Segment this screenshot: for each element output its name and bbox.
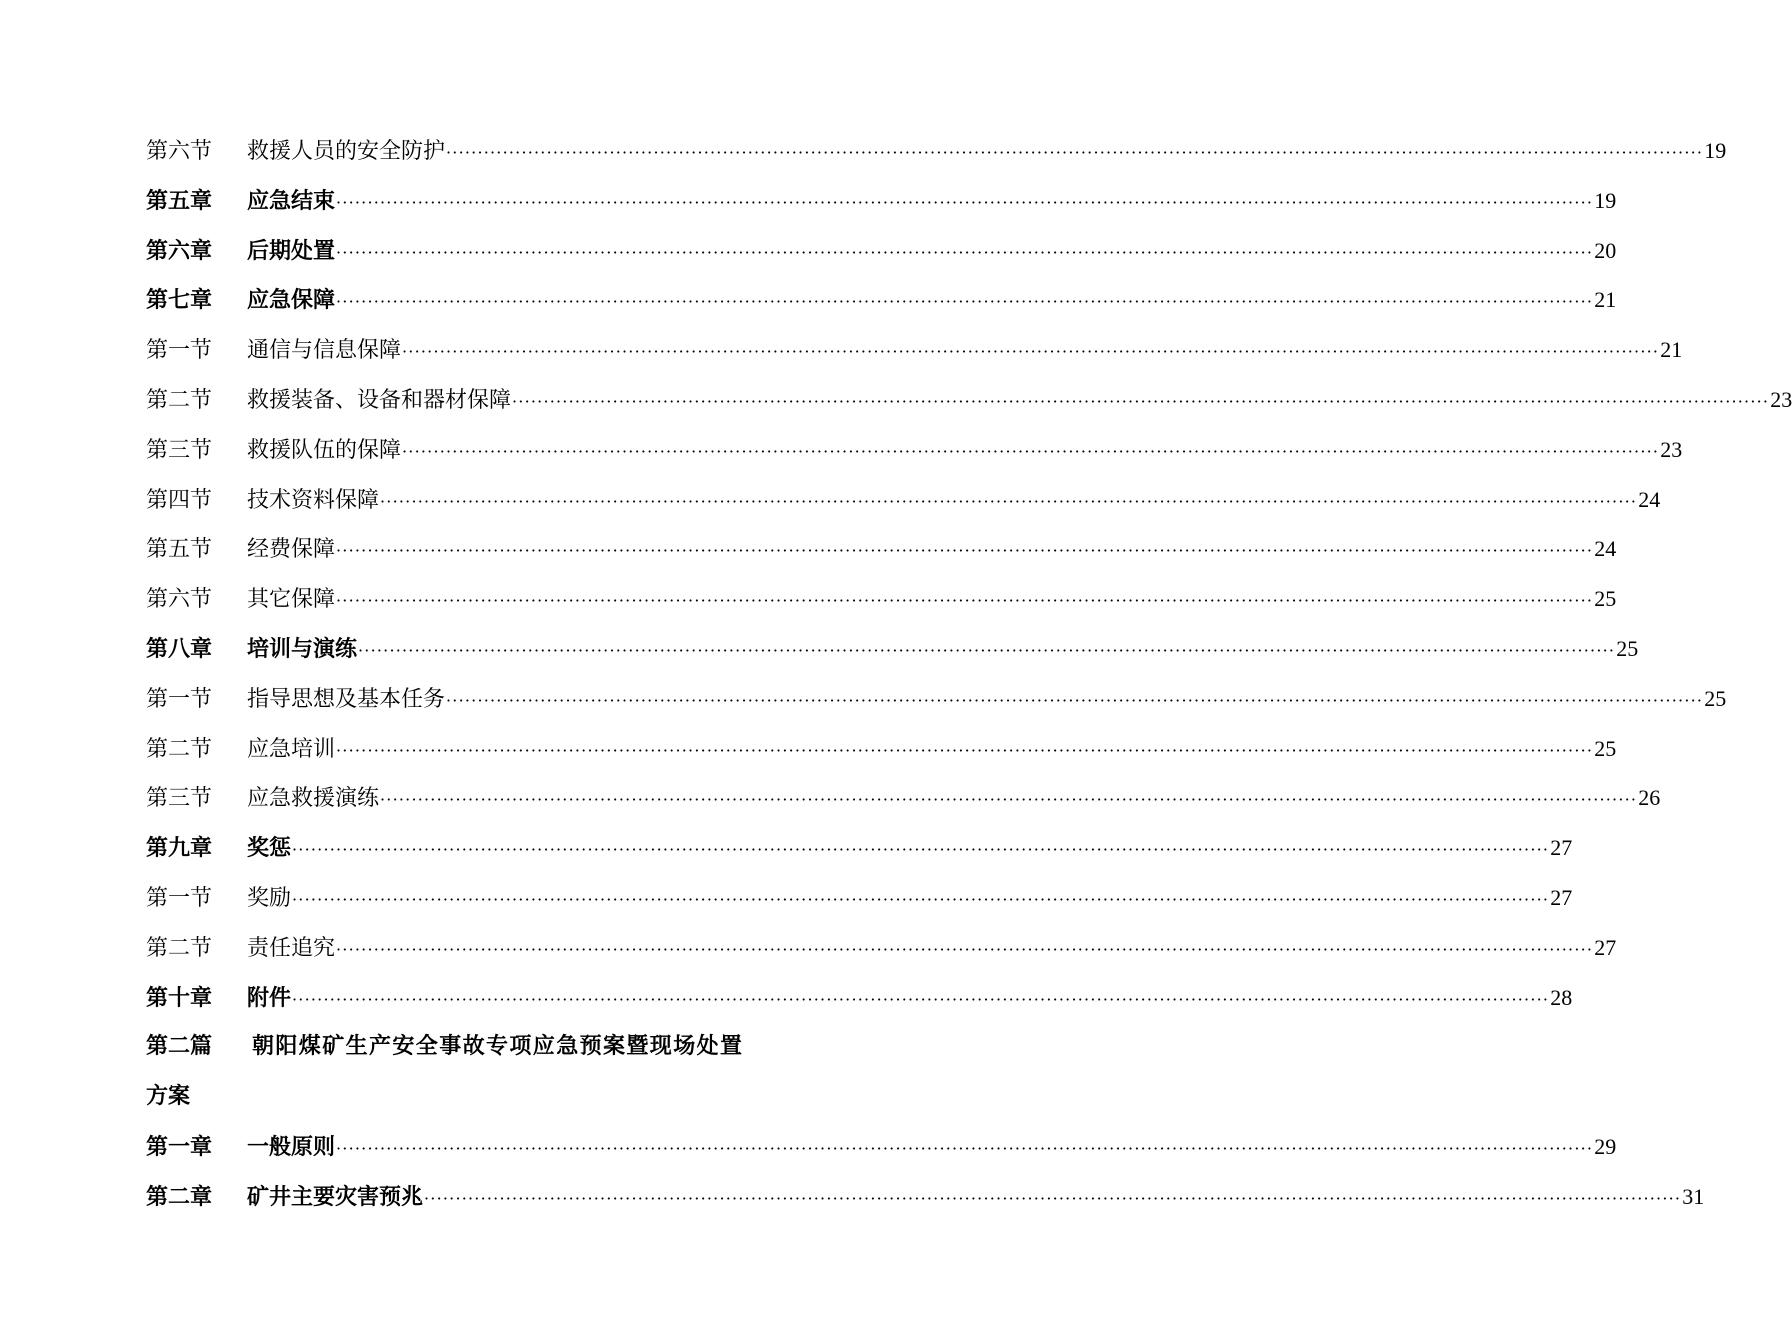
toc-entry-page: 31 bbox=[1682, 1183, 1705, 1209]
toc-entry[interactable] bbox=[146, 873, 1573, 923]
toc-entry[interactable] bbox=[146, 425, 1683, 475]
toc-entry-page: 23 bbox=[1770, 386, 1792, 412]
toc-entry-title: 指导思想及基本任务 bbox=[247, 686, 446, 712]
toc-entry-label: 第六节 bbox=[146, 587, 213, 613]
toc-entry-page: 27 bbox=[1594, 934, 1617, 960]
toc-entry-label: 第三节 bbox=[146, 437, 213, 463]
toc-entry[interactable] bbox=[146, 275, 1617, 325]
dot-leader: ········································································································································································································ bbox=[336, 1138, 1594, 1158]
toc-entry-page: 25 bbox=[1594, 586, 1617, 612]
toc-entry-page: 21 bbox=[1594, 287, 1617, 313]
toc-entry-label: 第六章 bbox=[146, 238, 213, 264]
dot-leader: ········································································································································································································ bbox=[336, 242, 1594, 262]
toc-entry[interactable] bbox=[146, 226, 1617, 276]
dot-leader: ········································································································································································································ bbox=[336, 292, 1594, 312]
toc-entry-page: 25 bbox=[1704, 685, 1727, 711]
toc-entry[interactable] bbox=[146, 176, 1617, 226]
part-label: 第二篇 bbox=[146, 1034, 213, 1060]
dot-leader: ········································································································································································································ bbox=[446, 143, 1704, 162]
dot-leader: ········································································································································································································ bbox=[292, 889, 1550, 909]
dot-leader: ········································································································································································································ bbox=[380, 491, 1638, 511]
dot-leader: ········································································································································································································ bbox=[380, 790, 1638, 810]
toc-entry-label: 第一节 bbox=[146, 686, 213, 712]
toc-entry-label: 第九章 bbox=[146, 836, 213, 862]
toc-entry-label: 第一章 bbox=[146, 1134, 213, 1160]
toc-entry-title: 一般原则 bbox=[247, 1134, 336, 1160]
toc-entry-title: 应急救援演练 bbox=[247, 786, 380, 812]
toc-entry-page: 19 bbox=[1704, 138, 1727, 163]
toc-entry-label: 第二章 bbox=[146, 1184, 213, 1210]
toc-entry[interactable] bbox=[146, 375, 1792, 425]
toc-entry-title: 救援人员的安全防护 bbox=[247, 139, 446, 164]
toc-entry-label: 第四节 bbox=[146, 487, 213, 513]
toc-entry-label: 第二节 bbox=[146, 736, 213, 762]
dot-leader: ········································································································································································································ bbox=[336, 591, 1594, 611]
dot-leader: ········································································································································································································ bbox=[336, 541, 1594, 561]
toc-entry-title: 奖惩 bbox=[247, 836, 292, 862]
toc-entry-title: 矿井主要灾害预兆 bbox=[247, 1184, 424, 1210]
toc-entry-label: 第二节 bbox=[146, 935, 213, 961]
toc-entry-page: 23 bbox=[1660, 436, 1683, 462]
toc-entry-label: 第六节 bbox=[146, 139, 213, 164]
part-heading[interactable] bbox=[146, 1022, 805, 1122]
part-heading-line bbox=[146, 1022, 805, 1072]
toc-entry[interactable] bbox=[146, 325, 1683, 375]
toc-entry[interactable] bbox=[146, 126, 1727, 176]
toc-entry-page: 19 bbox=[1594, 187, 1617, 213]
dot-leader: ········································································································································································································ bbox=[402, 342, 1660, 362]
toc-entry-page: 24 bbox=[1594, 536, 1617, 562]
dot-leader: ········································································································································································································ bbox=[358, 640, 1616, 660]
toc-entry-label: 第一节 bbox=[146, 885, 213, 911]
toc-entry-title: 应急培训 bbox=[247, 736, 336, 762]
dot-leader: ········································································································································································································ bbox=[292, 840, 1550, 860]
toc-entry-page: 28 bbox=[1550, 984, 1573, 1010]
toc-entry-label: 第五章 bbox=[146, 188, 213, 214]
toc-entry-label: 第七章 bbox=[146, 288, 213, 314]
toc-entry-label: 第八章 bbox=[146, 636, 213, 662]
dot-leader: ········································································································································································································ bbox=[336, 740, 1594, 760]
toc-entry-page: 25 bbox=[1616, 635, 1639, 661]
toc-entry-page: 25 bbox=[1594, 735, 1617, 761]
toc-entry-title: 技术资料保障 bbox=[247, 487, 380, 513]
toc-entry-title: 应急保障 bbox=[247, 288, 336, 314]
toc-entry-page: 21 bbox=[1660, 337, 1683, 363]
toc-entry[interactable] bbox=[146, 574, 1617, 624]
dot-leader: ········································································································································································································ bbox=[512, 391, 1770, 411]
toc-entry-page: 29 bbox=[1594, 1133, 1617, 1159]
toc-entry[interactable] bbox=[146, 475, 1661, 525]
toc-entry-label: 第五节 bbox=[146, 537, 213, 563]
toc-entry-label: 第二节 bbox=[146, 387, 213, 413]
toc-entry-title: 后期处置 bbox=[247, 238, 336, 264]
toc-entry-label: 第十章 bbox=[146, 985, 213, 1011]
dot-leader: ········································································································································································································ bbox=[336, 192, 1594, 212]
toc-entry[interactable] bbox=[146, 724, 1617, 774]
dot-leader: ········································································································································································································ bbox=[446, 690, 1704, 710]
toc-entry-page: 26 bbox=[1638, 785, 1661, 811]
toc-entry[interactable] bbox=[146, 1122, 1617, 1172]
dot-leader: ········································································································································································································ bbox=[402, 441, 1660, 461]
toc-entry-title: 应急结束 bbox=[247, 188, 336, 214]
dot-leader: ········································································································································································································ bbox=[424, 1188, 1682, 1208]
toc-entry-title: 通信与信息保障 bbox=[247, 338, 402, 364]
toc-entry-title: 责任追究 bbox=[247, 935, 336, 961]
toc-entry[interactable] bbox=[146, 773, 1661, 823]
toc-entry[interactable] bbox=[146, 823, 1573, 873]
table-of-contents bbox=[146, 126, 1792, 1222]
toc-entry-page: 27 bbox=[1550, 835, 1573, 861]
part-title: 朝阳煤矿生产安全事故专项应急预案暨现场处置 bbox=[252, 1034, 744, 1060]
toc-entry-title: 附件 bbox=[247, 985, 292, 1011]
toc-entry-title: 奖励 bbox=[247, 885, 292, 911]
toc-entry[interactable] bbox=[146, 923, 1617, 973]
toc-entry[interactable] bbox=[146, 674, 1727, 724]
dot-leader: ········································································································································································································ bbox=[292, 989, 1550, 1009]
toc-entry-title: 经费保障 bbox=[247, 537, 336, 563]
toc-entry-page: 27 bbox=[1550, 884, 1573, 910]
part-title-continuation: 方案 bbox=[146, 1084, 191, 1110]
toc-entry-title: 其它保障 bbox=[247, 587, 336, 613]
toc-entry-page: 20 bbox=[1594, 237, 1617, 263]
toc-entry-label: 第一节 bbox=[146, 338, 213, 364]
toc-entry-title: 救援队伍的保障 bbox=[247, 437, 402, 463]
toc-entry-title: 培训与演练 bbox=[247, 636, 358, 662]
toc-entry-label: 第三节 bbox=[146, 786, 213, 812]
toc-entry-title: 救援装备、设备和器材保障 bbox=[247, 387, 512, 413]
toc-entry[interactable] bbox=[146, 624, 1639, 674]
toc-entry[interactable] bbox=[146, 524, 1617, 574]
toc-entry[interactable] bbox=[146, 973, 1573, 1023]
toc-entry[interactable] bbox=[146, 1172, 1705, 1222]
dot-leader: ········································································································································································································ bbox=[336, 939, 1594, 959]
toc-entry-page: 24 bbox=[1638, 486, 1661, 512]
